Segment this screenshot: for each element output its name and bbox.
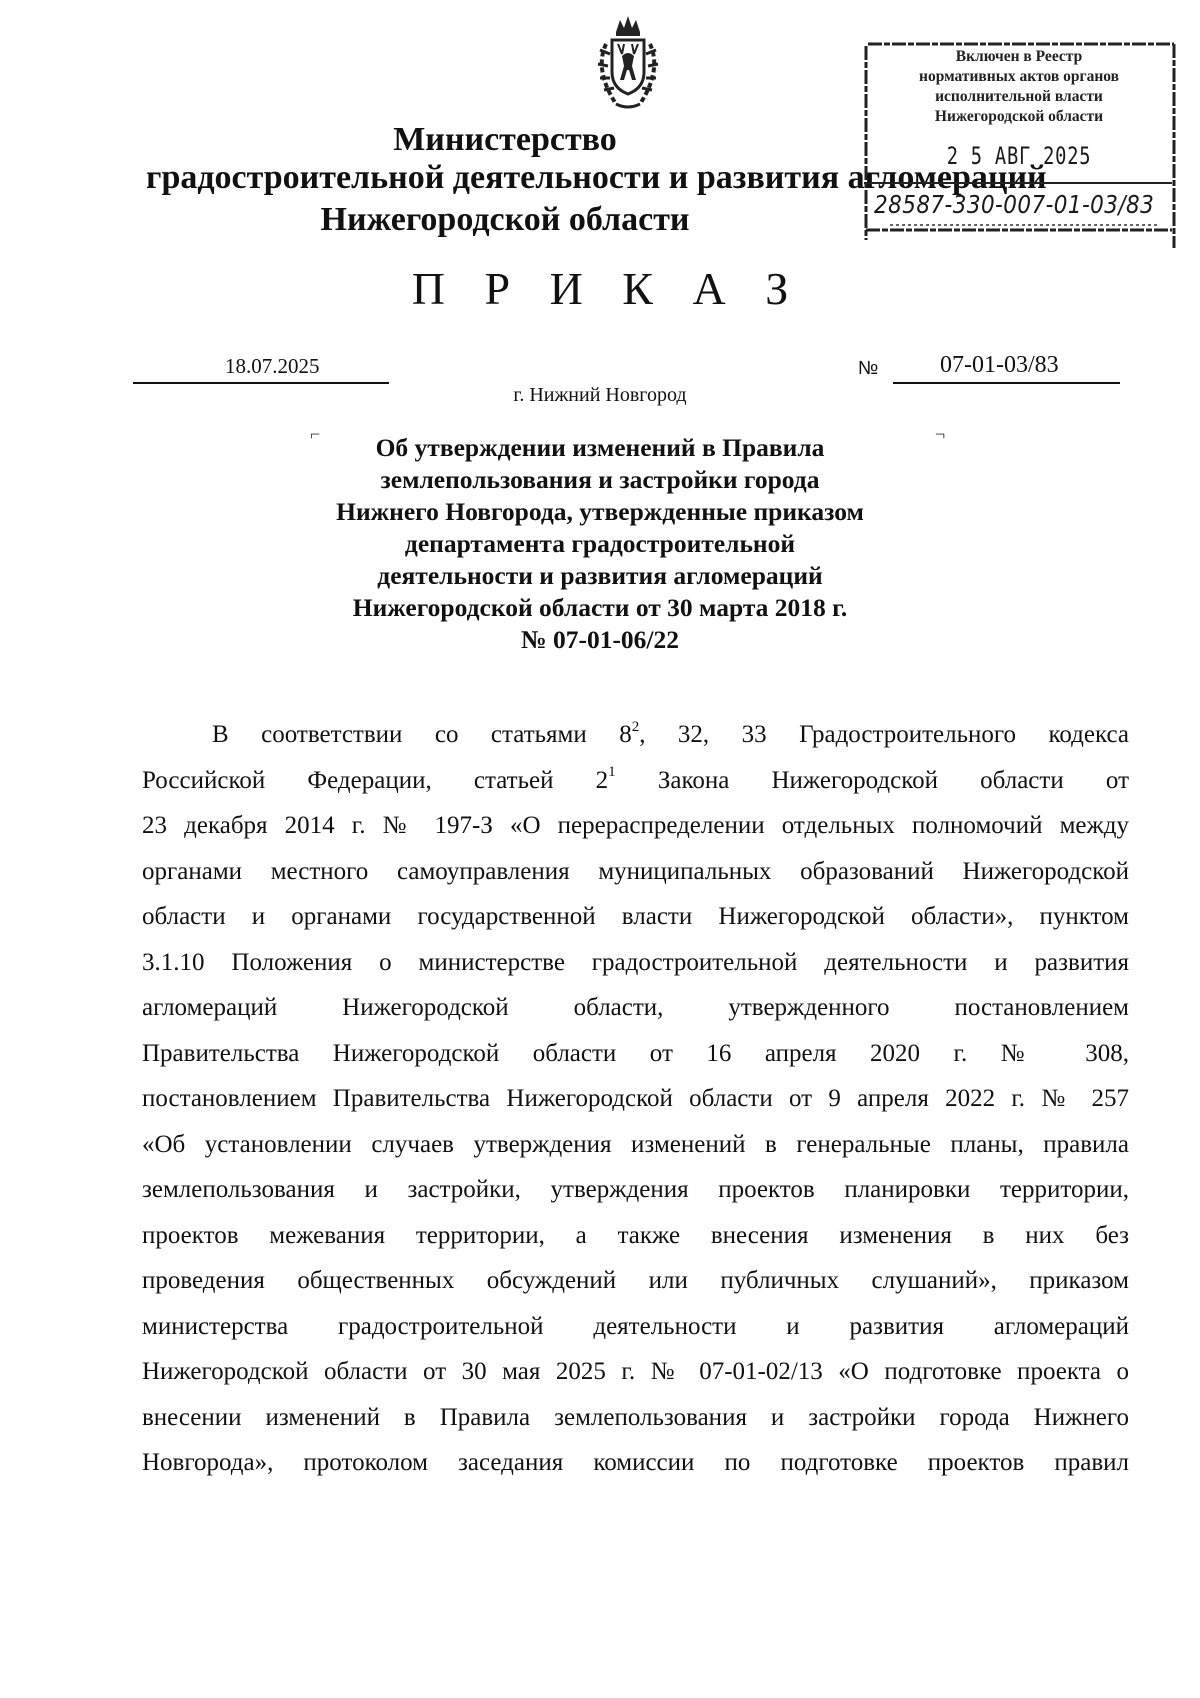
subject-line: Об утверждении изменений в Правила [375, 433, 825, 462]
body-line: 23 декабря 2014 г. № 197-З «О перераспределении отдельных полномочий между [142, 812, 1129, 839]
document-body [142, 712, 1129, 1486]
coat-of-arms-icon [586, 14, 670, 114]
corner-mark-left: ⌐ [310, 424, 321, 444]
document-type-title: П Р И К А З [411, 263, 803, 314]
body-line: 3.1.10 Положения о министерстве градостроительной деятельности и развития [142, 948, 1129, 976]
ministry-title-line2: градостроительной деятельности и развития агломераций [146, 159, 1047, 196]
body-line: области и органами государственной власти Нижегородской области», пунктом [142, 903, 1129, 930]
body-line: постановлением Правительства Нижегородской области от 9 апреля 2022 г. № 257 [142, 1085, 1129, 1112]
document-city: г. Нижний Новгород [513, 384, 687, 406]
ministry-title-line1: Министерство [393, 121, 617, 158]
body-line: проведения общественных обсуждений или публичных слушаний», приказом [142, 1267, 1129, 1294]
body-line: Российской Федерации, статьей $2^1$ Закона Нижегородской области от [142, 764, 1129, 794]
body-line: министерства градостроительной деятельности и развития агломераций [142, 1312, 1129, 1340]
stamp-date: 2 5 АВГ 2025 [946, 142, 1092, 170]
body-line: В соответствии со статьями $8^2$, 32, 33 Градостроительного кодекса [212, 718, 1129, 748]
body-line: Нижегородской области от 30 мая 2025 г. № 07-01-02/13 «О подготовке проекта о [142, 1358, 1129, 1385]
body-line: проектов межевания территории, а также внесения изменения в них без [142, 1221, 1129, 1249]
body-line: внесении изменений в Правила землепользования и застройки города Нижнего [142, 1403, 1129, 1431]
subject-line: Нижнего Новгорода, утвержденные приказом [336, 497, 864, 526]
body-line: агломераций Нижегородской области, утвержденного постановлением [142, 994, 1129, 1021]
subject-line: Нижегородской области от 30 марта 2018 г. [352, 593, 848, 622]
body-line: Новгорода», протоколом заседания комиссии по подготовке проектов правил [142, 1449, 1129, 1476]
number-sign: № [858, 358, 879, 379]
subject-line: № 07-01-06/22 [520, 625, 680, 654]
body-line: Правительства Нижегородской области от 16 апреля 2020 г. № 308, [142, 1039, 1129, 1067]
body-line: землепользования и застройки, утверждения проектов планировки территории, [142, 1176, 1129, 1203]
stamp-text-line4: Нижегородской области [934, 108, 1104, 125]
document-number: 07-01-03/83 [940, 352, 1059, 378]
document-date: 18.07.2025 [225, 354, 320, 378]
subject-line: деятельности и развития агломераций [377, 561, 823, 590]
stamp-text-line3: исполнительной власти [935, 88, 1103, 105]
subject-line: департамента градостроительной [404, 529, 796, 558]
registry-stamp [860, 40, 1178, 252]
ministry-title-line3: Нижегородской области [320, 201, 690, 238]
subject-line: землепользования и застройки города [380, 465, 820, 494]
document-subject [0, 432, 1200, 656]
stamp-text-line1: Включен в Реестр [955, 48, 1083, 65]
corner-mark-right: ¬ [935, 424, 946, 444]
body-line: «Об установлении случаев утверждения изменений в генеральные планы, правила [142, 1130, 1129, 1158]
stamp-reg-number: 28587-330-007-01-03/83 [874, 190, 1155, 219]
body-line: органами местного самоуправления муниципальных образований Нижегородской [142, 857, 1129, 885]
stamp-text-line2: нормативных актов органов [919, 68, 1119, 85]
